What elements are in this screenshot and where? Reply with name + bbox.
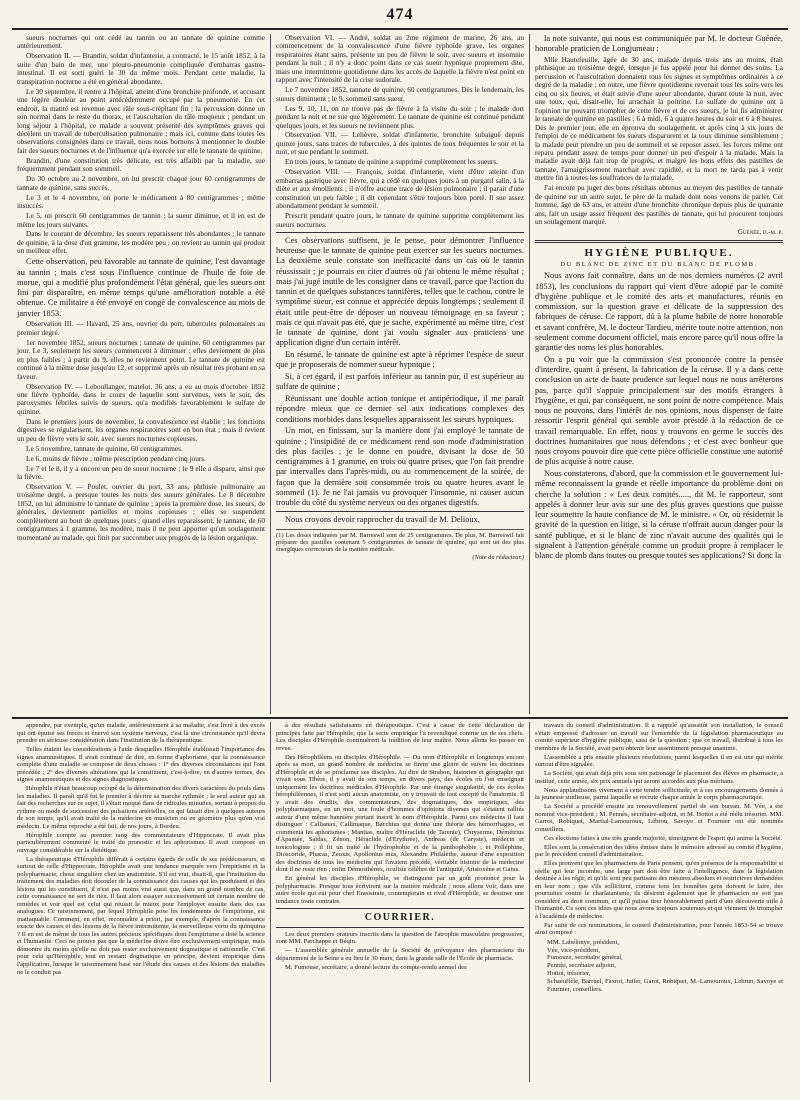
upper-columns bbox=[12, 34, 788, 714]
footnote-signature: (Note du rédacteur.) bbox=[472, 553, 524, 561]
paragraph: la note suivante, qui nous est communiquée par M. le docteur Guénée, honorable praticien de Longjumeau : bbox=[535, 34, 783, 54]
paragraph: Telles étaient les considérations à l'aide desquelles Hérophile établissait l'importance des signes anamnestiques. Il avait continué de dire, en forme d'aphorisme, que la connaissance complète d'une maladie se compose de deux choses : 1° des diverses circonstances qui l'ont précédée ; 2° des diverses altérations qui la constituent, c'est-à-dire, en d'autres termes, des signes anamnestiques et des signes diagnostiques. bbox=[17, 746, 265, 784]
divider bbox=[276, 511, 524, 512]
paragraph: Dans le premiers jours de novembre, la convalescence est établie ; les fonctions digestives se régularisent, les organes respiratoires sont en bon état ; mais il revient un peu de fièvre vers le soir, avec sueurs nocturnes copieuses. bbox=[17, 416, 265, 443]
column-3 bbox=[529, 34, 788, 714]
paragraph: Elles prouvent que les pharmaciens de Paris pensent, qu'en présence de la responsabilité si réelle qui leur incombe, une large part doit être faite à l'intelligence, dans la législation destinée à les régir, et qu'ils sont peu partisans des mesures absolues et restrictives demandées en leur nom ; que s'ils sollicitent, comme tous les honnêtes gens doivent le faire, des poursuites contre le charlatanisme, ils désirent également que le pharmacien ne soit pas considéré au droit commun, et qu'il puisse tirer honorablement parti d'une découverte utile à l'humanité. Ce sont ces idées que nous avons toujours soutenues et qui viennent de triompher à l'académie de médecine. bbox=[535, 860, 783, 920]
paragraph: En trois jours, le tannate de quinine a supprimé complètement les sueurs. bbox=[285, 157, 498, 167]
observation-7: Observation VII. — Lelièvre, soldat d'infanterie, bronchite subaiguë depuis quinze jours, sans traces de tubercules, à des quintes de toux fréquentes le soir et la nuit, et sue pendant le sommeil. bbox=[276, 130, 524, 157]
paragraph: Brandin, d'une constitution très délicate, est très affaibli par la maladie, sue fréquemment pendant son sommeil. bbox=[17, 155, 265, 174]
observation-3: Observation III. — Havard, 25 ans, ouvrier du port, tubercules pulmonaires au premier degré. bbox=[17, 319, 265, 337]
observation-6: Observation VI. — André, soldat au 2me régiment de marine, 26 ans, au commencement de la convalescence d'une fièvre typhoïde grave, les organes respiratoires étant sains, présente un peu de fièvre le soir, avec sueurs et insomnie pendant la nuit ; il n'y a donc point dans ce cas sueur hypnique proprement dite, mais une intermittente quotidienne dans les accès de laquelle la fièvre n'est point en rapport avec l'intensité de la crise sudorale. bbox=[276, 34, 524, 85]
paragraph: Cette observation, peu favorable au tannate de quinine, l'est davantage au tannin ; mais c'est sous l'influence continue de l'huile de foie de morue, qui a modifié plus profondément l'état général, que les sueurs ont fini par disparaître, en même temps qu'une amélioration notable a été obtenue. Ce militaire a été envoyé en congé de convalescence au mois de janvier 1853. bbox=[17, 257, 265, 318]
bottom-column-1 bbox=[12, 722, 270, 1082]
list-item: Schaeuffèle, Barruel, Faxrot, Juiler, Garot, Robiquet, M.-Lamouroux, Lebrun, Savoye et Fournier, conseillers. bbox=[547, 977, 783, 993]
paragraph: La Société a procédé ensuite au renouvellement partiel de son bureau. M. Vée, a été nommé vice-président ; M. Pennès, secrétaire-adjoint, et M. Hottot a été réélu trésorier. MM. Garrot, Robiquet, Martial-Lamouroux, Lebrou, Savoye et Fournier ont été nommés conseillers. bbox=[535, 803, 783, 833]
paragraph: La thérapeutique d'Hérophile différait à certains égards de celle de ses prédécesseurs, et surtout de celle d'Hippocrate. Hérophile avait une tendance marquée vers l'empirisme et la polypharmacie, chose singulière chez un anatomiste. S'il est vrai, disait-il, que l'institution du traitement des maladies doit découler de la connaissance des causes qui les produisent et des lésions qui les constituent, il n'est pas moins vrai aussi que, dans un grand nombre de cas, cette connaissance ne sert de rien. Il faut alors essayer successivement un certain nombre de remèdes et voir quel est celui qui réussit le mieux pour l'employer ensuite dans des cas analogues. Ce raisonnement, par lequel Hérophile pose les fondements de l'empirisme, est inattaquable. Comment, en effet, reconnaître a priori, par exemple, d'après la connaissance exacte des causes et des lésions de la fièvre intermittente, la merveilleuse vertu du quinquina ? Il en est de même de tous les autres précieux spécifiques dont l'empirisme a doté la science et l'humanité. Ceci ne prouve pas que la médecine doive être exclusivement empirique, mais démontre du moins qu'elle ne doit pas rester exclusivement dogmatique et rationnelle. C'est pour cela qu'Hérophile, tout en restant dogmatique en principe, devient empirique dans l'application, lorsque le raisonnement basé sur l'étude des causes et des lésions des maladies ne le conduit pas bbox=[17, 855, 265, 976]
paragraph: Le 7 et le 8, il y a encore un peu de sueur nocturne ; le 9 elle a disparu, ainsi que la fièvre. bbox=[17, 463, 265, 482]
paragraph: Nous constaterons, d'abord, que la commission et le gouvernement lui-même reconnaissent la grande et réelle importance du problème dont on cherche la solution : « Les deux comités....., dit M. le rapporteur, sont appelés à donner leur avis sur une des plus graves questions que puisse leur soumettre la haute confiance de M. le ministre. » Or, où résidernit la gravité de la question en litige, si la céruse n'offrait aucun danger pour la santé publique, et si le blanc de zinc n'avait aucune des qualités qui le signalent à l'attention générale comme un produit propre à remplacer le blanc de plomb dans toutes ou presque toutes ses applications? Si donc la bbox=[535, 469, 783, 561]
paragraph: Nous croyons devoir rapprocher du travail de M. Delioux, bbox=[285, 515, 480, 525]
paragraph: à des résultats satisfaisants en thérapeutique. C'est à cause de cette déclaration de principes faite par Hérophile, que la secte empirique l'a revendiqué comme un de ses chefs. Les disciples d'Hérophile continuèrent la tradition de leur maître. Nous allons les passer en revue. bbox=[276, 722, 524, 752]
paragraph: Réunissant une double action tonique et antipériodique, il me paraît répondre mieux que ce dernier sel aux indications complexes des conditions morbides dans lesquelles apparaissent les sueurs hypniques. bbox=[276, 394, 524, 424]
members-list bbox=[535, 939, 783, 993]
feuilleton-rule bbox=[12, 717, 788, 719]
column-1 bbox=[12, 34, 270, 714]
footnote-text: (1) Les doses indiquées par M. Barreswil sont de 25 centigrammes. De plus, M. Barreswil fait préparer des pastilles contenant 5 centigrammes de tannate de quinine, qui sont un des plus énergiques correcteurs de la matière médicale. bbox=[276, 531, 524, 554]
section-subheading: DU BLANC DE ZINC ET DU BLANC DE PLOMB. bbox=[560, 260, 758, 268]
bottom-column-2 bbox=[270, 722, 529, 1082]
paragraph: Le 30 septembre, il rentre à l'hôpital, atteint d'une bronchite profonde, et accusant une légère douleur au point antécédemment occupé par la pneumonie. En cet endroit, la matité est revenue avec râle sous-crépitant fin ; la percussion donne un son normal dans le reste du thorax, et l'auscultation du râle muqueux ; pendant un long séjour à l'hôpital, ce malade a souvent présenté des symptômes graves qui décèlent un travail de tuberculisation pulmonaire ; mais ici, comme dans toutes les observations consignées dans ce travail, nous nous bornons à mentionner le double fait des sueurs nocturnes et de l'influence qu'a exercée sur elle le tannate de quinine. bbox=[17, 86, 265, 155]
lower-columns bbox=[12, 722, 788, 1082]
paragraph: Ces observations suffisent, je le pense, pour démontrer l'influence heureuse que le tannate de quinine peut exercer sur les sueurs nocturnes. La deuxième seule constate son inefficacité dans un cas où le tannin réussissait ; je pourrais en citer d'autres où j'ai obtenu le même résultat ; mais j'ai jugé inutile de les consigner dans ce travail, parce que l'action du tannin et de quelques substances tannifères, telles que le cachou, contre le symptôme sueur, est connue et appréciée depuis longtemps ; seulement il était utile peut-être de déposer un nouveau témoignage en sa faveur ; mais ce qui n'avait pas été, que je sache, expérimenté au même titre, c'est le tannate de quinine, dont j'ai voulu signaler aux praticiens une application digne d'un certain intérêt. bbox=[276, 235, 524, 348]
observation-8: Observation VIII. — François, soldat d'infanterie, vient d'être atteint d'un embarras gastrique avec fièvre, qui a cédé en quelques jours à un purgatif salin, à la diète et aux émollients ; il n'offre aucune trace de lésion pulmonaire ; il parait d'une constitution un peu faible ; il dit cependant s'être toujours bien porté. Il sue assez abondamment pendant le sommeil. bbox=[276, 167, 524, 211]
paragraph: Le 5 novembre, tannate de quinine, 60 centigrammes. bbox=[26, 443, 183, 453]
observation-5: Observation V. — Poulet, ouvrier du port, 33 ans, phthisie pulmonaire au troisième degré, a presque toutes les nuits des sueurs générales. Le 8 décembre 1852, on lui administre le tannate de quinine ; après la première dose, les sueurs, de générales, deviennent partielles et moins copieuses ; elles se suspendent complètement au bout de quelques jours ; quand elles reparaissent, le tannate, de 60 centigrammes à 1 gramme, les modère, mais il ne peut apporter qu'un soulagement momentané au malade, qui finit par succomber aux progrès de la lésion organique. bbox=[17, 481, 265, 542]
paragraph: Elles sont la consécration des idées émises dans le mémoire adressé au comité d'hygiène, par le précédent conseil d'administration. bbox=[535, 843, 783, 859]
paragraph: appendre, par exemple, qu'un malade, antérieurement à sa maladie, s'est livré à des excès qui ont épuisé ses forces et énervé son système nerveux, c'est là une circonstance qu'il devra prendre en sérieuse considération dans l'institution de la thérapeutique. bbox=[17, 722, 265, 745]
paragraph: — L'assemblée générale annuelle de la Société de prévoyance des pharmaciens du département de la Seine a eu lieu le 30 mars, dans la grande salle de l'École de pharmacie. bbox=[276, 947, 524, 962]
section-heading: HYGIÈNE PUBLIQUE. bbox=[584, 247, 734, 260]
paragraph: Dans le courant de décembre, les sueurs reparaissent très abondantes ; le tannate de quinine, à la dose d'un gramme, les modère peu ; on revient au tannin qui produit un meilleur effet. bbox=[17, 229, 265, 256]
paragraph: J'ai encore pu juger des bons résultats obtenus au moyen des pastilles de tannate de quinine sur un autre sujet, le père de la malade dont nous venons de parler. Cet homme, âgé de 63 ans, et atteint d'une bronchite chronique depuis plus de quarante ans, fait un usage assez fréquent des pastilles de tannate, qui lui procurent toujours un soulagement marqué. bbox=[535, 183, 783, 227]
paragraph: Les deux premiers orateurs inscrits dans la question de l'atrophie musculaire progressive, sont MM. Parchappe et Béqin. bbox=[276, 930, 524, 946]
header-rule bbox=[12, 28, 788, 30]
list-item: Vée, vice-président, bbox=[547, 946, 600, 954]
paragraph: En résumé, le tannate de quinine est apte à réprimer l'espèce de sueur que je proposerais de nommer sueur hypnique ; bbox=[276, 350, 524, 370]
paragraph: Hérophile compte au premier rang des commentateurs d'Hippocrate. Il avait plus particulièrement commenté le traité du pronostic et les aphorismes. Il avait composé un ouvrage considérable sur la diététique. bbox=[17, 831, 265, 854]
bottom-column-3 bbox=[529, 722, 788, 1082]
page-number: 474 bbox=[386, 6, 414, 23]
author-signature: Guénée, d.-m. p. bbox=[737, 228, 783, 237]
list-item: Hottot, trésorier, bbox=[547, 969, 591, 977]
footnote bbox=[276, 529, 524, 561]
observation-4: Observation IV. — Leboullanger, matelot, 36 ans, a eu au mois d'octobre 1852 une fièvre typhoïde, dans le cours de laquelle sont survenus, vers le soir, des paroxysmes fébriles suivis de sueurs, qu'a modifiés favorablement le sulfate de quinine. bbox=[17, 381, 265, 416]
paragraph: En général les disciples d'Hérophile, se distinguent par un goût prononcé pour la polypharmacie. Presque tous écrivirent sur la matière médicale ; nous allons voir, dans une autre école qui eut pour chef Erasistrate, contemporain et rival d'Hérophile, se dessiner une tendance toute contraire. bbox=[276, 875, 524, 905]
paragraph: sueurs nocturnes qui ont cédé au tannin ou au tannate de quinine comme antérieurement. bbox=[17, 34, 265, 51]
paragraph: M. Fumouse, secrétaire, a donné lecture du compte-rendu annuel des bbox=[285, 963, 467, 971]
divider bbox=[276, 908, 524, 909]
list-item: MM. Labélonye, président, bbox=[547, 938, 619, 946]
divider bbox=[276, 232, 524, 233]
paragraph: Du 30 octobre au 2 novembre, on lui prescrit chaque jour 60 centigrammes de tannate de quinine, sans succès. bbox=[17, 174, 265, 192]
paragraph: travaux du conseil d'administration. Il a rappelé qu'aussitôt son installation, le conseil s'était empressé d'adresser un travail sur l'ensemble de la législation pharmaceutique au comité supérieur d'hygiène publique, saisi de la question ; que ce travail, distribué à tous les membres de la Société, avait paru obtenir leur assentiment presque unanime. bbox=[535, 722, 783, 752]
paragraph: L'assemblée a pris ensuite plusieurs résolutions, parmi lesquelles il en est une qui mérite surtout d'être signalée. bbox=[535, 753, 783, 769]
paragraph: Un mot, en finissant, sur la manière dont j'ai employé le tannate de quinine ; l'insipidité de ce médicament rend son mode d'administration des plus faciles ; je le donne en poudre, divisant la dose de 50 centigrammes à 1 gramme, en trois ou quatre prises, que l'on fait prendre par intervalles dans l'après-midi, ou au commencement de la soirée, de façon que la dernière soit consommée trois ou quatre heures avant le sommeil (1). Je ne l'ai jamais vu provoquer l'insomnie, ni causer aucun trouble du côté du système nerveux ou des organes digestifs. bbox=[276, 426, 524, 508]
paragraph: 1er novembre 1852, sueurs nocturnes ; tannate de quinine, 60 centigrammes par jour. Le 3, seulement les sueurs commencent à diminuer ; elles deviennent de plus en plus faibles ; à partir du 9, elles ne reviennent point. Le tannate de quinine est continué à la même dose jusqu'au 12, et supprimé après un résultat très probant en sa faveur. bbox=[17, 337, 265, 381]
paragraph: La Société, qui avait déjà pris sous son patronage le placement des élèves en pharmacie, a institué, cette année, six prix annuels qui seront accordés aux plus méritans. bbox=[535, 770, 783, 785]
paragraph: Mlle Hautefeuille, âgée de 30 ans, malade depuis trois ans au moins, était phthisique au troisième degré, lorsque je fus appelé pour lui donner des soins. La percussion et l'auscultation donnaient tous les signes et symptômes ordinaires à ce degré de la maladie ; en outre, une fièvre quotidienne revenait tous les soirs vers les cinq ou six heures, et était suivie d'une sueur abondante, durant toute la nuit, avec une toux, qui, disait-elle, lui arrachait la poitrine. Le sulfate de quinine ont à l'opinion ne pouvant triompher de cette fièvre et de ces sueurs, je lui fis administrer le tannate de quinine en pastilles : 6 à midi, 6 à quatre heures du soir et 6 à 8 heures. Dès le premier jour, elle en éprouva du soulagement, et après cinq à six jours de l'emploi de ce médicament les sueurs disparurent et la toux diminue sensiblement ; la malade peut prendre un peu de sommeil et se reposer assez. les forces même ont reparu pendant assez de temps pour donner un peu d'espoir à la malade. Mais la maladie avait déjà fait trop de progrès, et malgré les bons effets des pastilles de tannate, l'amaigrissement marchait avec rapidité, et la mort ne tarda pas à venir mettre fin à toutes les souffrances de la malade. bbox=[535, 55, 783, 183]
paragraph: Hérophile n'était beaucoup occupé de la détermination des divers caractères du pouls dans les maladies. Il paraît qu'il fut le premier à décrire sa marche rythmée ; le seul auteur qui ait fait des recherches sur ce sujet, il s'était moqué dans de ridicules minuties, sortant à propos du rythme ou mode de succession des pulsations artérielles, ce qui faisait dire à quelques auteurs de son temps, qu'il avait traité de la médecine en musicien ou en géomètre plus qu'en vrai médecin. Le même reproche a été fait, de nos jours, à Bordeu. bbox=[17, 785, 265, 830]
divider bbox=[535, 240, 783, 243]
list-item: Pennès, secrétaire adjoint, bbox=[547, 962, 616, 970]
paragraph: Le 5, on prescrit 60 centigrammes de tannin ; la sueur diminue, et il en est de même les jours suivants. bbox=[17, 211, 265, 229]
paragraph: Par suite de ces nominations, le conseil d'administration, pour l'année 1853-54 se trouve ainsi composé : bbox=[535, 921, 783, 937]
list-item: Fumouze, secrétaire général, bbox=[547, 954, 623, 962]
column-2 bbox=[270, 34, 529, 714]
paragraph: Le 6, moins de fièvre ; même prescription pendant cinq jours. bbox=[26, 453, 206, 463]
observation-2: Observation II. — Brandin, soldat d'infanterie, a contracté, le 15 août 1852, à la suite d'un bain de mer, une pleuro-pneumonie compliquée d'embarras gastro-intestinal. Il est sorti guéri le 30 du même mois. Pendant cette maladie, la transpiration nocturne a été en général abondante. bbox=[17, 51, 265, 86]
divider bbox=[276, 927, 524, 928]
paragraph: Le 3 et le 4 novembre, on porte le médicament à 80 centigrammes ; même insuccès. bbox=[17, 192, 265, 211]
paragraph: Nous applaudissons vivement à cette tendre sollicitude, et à ces encouragements donnés à la jeunesse studieuse, parmi laquelle se recrute chaque année le corps pharmaceutique. bbox=[535, 786, 783, 802]
paragraph: Le 7 novembre 1852, tannate de quinine, 60 centigrammes. Dès le lendemain, les sueurs diminuent ; le 9, sommeil sans sueur. bbox=[276, 85, 524, 103]
paragraph: On a pu voir que la commission s'est prononcée contre la pensée d'interdire, quant à présent, la fabrication de la céruse. Il y a dans cette conclusion un acte de haute prudence sur lequel nous ne nous arrêterons pas, parce qu'il s'appuie principalement sur des motifs étrangers à l'hygiène, et qui, par conséquent, ne sont point de notre compétence. Mais nous ne pouvons, dans l'intérêt de nos opinions, nous dispenser de faire ressortir l'esprit général qui semble avoir présidé à la rédaction de ce travail remarquable. En effet, nous y trouvons en germe le succès des doctrines humanitaires que nous défendons ; et c'est avec bonheur que nous croyons pouvoir dire que cette pièce officielle constitue une autorité de plus acquise à notre cause. bbox=[535, 354, 783, 467]
paragraph: Nous avons fait connaître, dans un de nos derniers numéros (2 avril 1853), les conclusions du rapport qui vient d'être adopté par le comité d'hygiène publique et le comité des arts et manufactures, réunis en commission, sur la question grave et délicate de la suppression des fabriques de céruse. Ce rapport, dû à la plume habile de notre honorable et savant confrère, M. le docteur Tardieu, mérite toute notre attention, non seulement comme document officiel, mais encore parce qu'il nous offre la garantie des noms les plus honorables. bbox=[535, 271, 783, 353]
paragraph: Les 9, 10, 11, on ne trouve pas de fièvre à la visite du soir ; le malade dort pendant la nuit et ne sue que légèrement. Le tannate de quinine est continué pendant quelques jours, et les sueurs ne reviennent plus. bbox=[276, 103, 524, 130]
paragraph: Des Hérophiléens ou disciples d'Hérophile. — Du nom d'Hérophile et longtemps encore après sa mort, un grand nombre de médecins se firent une gloire de suivre les doctrines d'Hérophile et de se proclamer ses disciples. Au dire de Strabon, historien et géographe qui vivait sous Tibère, il y avait de son temps, en divers pays, des écoles où l'on enseignait uniquement les doctrines médicales d'Hérophile. Par une étrange singularité, de ces écoles hérophiléennes, il n'est sorti aucun anatomiste, on y trouvait de tout excepté de l'anatomie. Il y avait des érudits, des commentateurs, des dogmatiques, des empiriques, des polypharmaques, en un mot, une foule d'hommes d'opinions diverses qui s'étaient ralliés autour d'une même bannière portant inscrit le nom d'Hérophile. Parmi ces médecins il faut distinguer : Callianax, Callimaque, Bacchius qui donna une théorie des hémorrhagies, et commenta les aphorismes ; Mantias, maître d'Héraclide (de Tarente), Chrysermе, Démétrius d'Apamée, Saïdas, Zénon, Héraclide (d'Erythrée), Andreas (de Caryste), médecin et toxicologiste ; il fit un traité de l'hydrophobie et de la panthophobie ; et Polléphine, Dioscoride, Phacas, Zeuxis, Apollonius mus, Alexandre Philalèthe, auteur d'une exposition des doctrines de tous les médecins qui l'avaient précédé, véritable histoire de la médecine dont il ne reste rien ; enfin Démosthènes, oculiste célèbre de l'antiquité, Aristoxène et Gaius. bbox=[276, 753, 524, 874]
section-heading: COURRIER. bbox=[364, 912, 436, 924]
paragraph: Ces élections faites à une très grande majorité, témoignent de l'esprit qui anime la Société. bbox=[544, 834, 783, 842]
paragraph: Prescrit pendant quatre jours, le tannate de quinine supprime complètement les sueurs nocturnes. bbox=[276, 211, 524, 229]
paragraph: Si, à cet égard, il est parfois inférieur au tannin pur, il est supérieur au sulfate de quinine ; bbox=[276, 372, 524, 392]
